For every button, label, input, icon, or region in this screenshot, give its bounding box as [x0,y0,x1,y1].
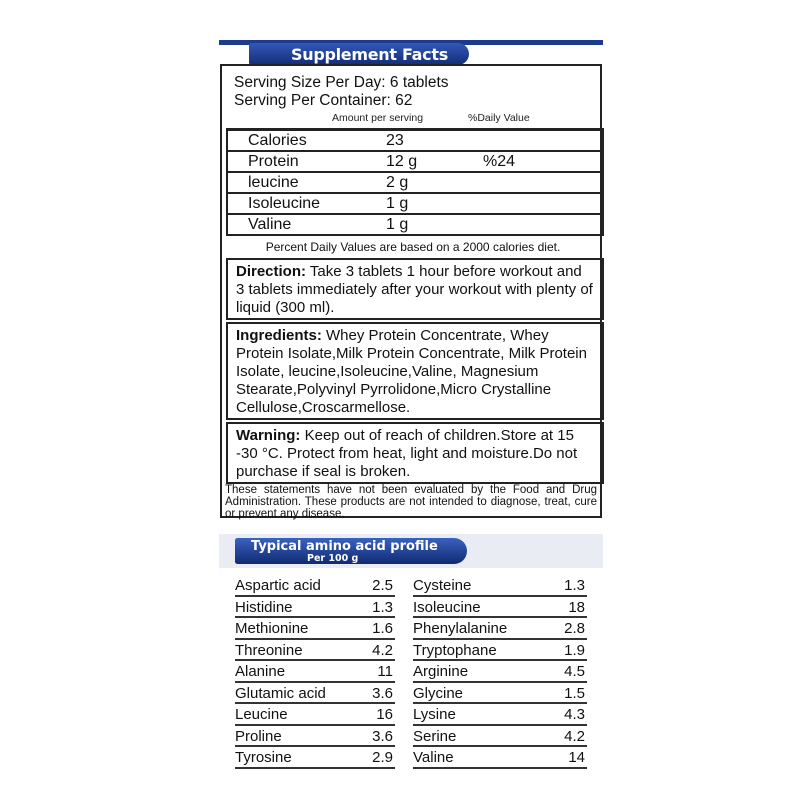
nutrient-amount: 12 g [386,153,418,170]
amino-value: 16 [376,706,393,723]
supplement-facts-title: Supplement Facts [291,45,448,64]
facts-panel [220,64,602,518]
amino-profile-header [219,534,603,568]
amino-name: Histidine [235,598,293,616]
nutrient-row-calories [226,128,604,152]
amino-value: 2.8 [564,620,585,637]
amino-row [235,704,395,726]
amino-value: 2.5 [372,577,393,594]
direction-label: Direction: [236,263,307,280]
amino-row [413,726,587,748]
servings-per-container: Serving Per Container: 62 [234,92,413,109]
nutrient-row-protein [226,152,604,173]
amino-row [413,704,587,726]
amino-row [235,640,395,662]
nutrient-amount: 2 g [386,174,409,191]
amino-name: Methionine [235,620,309,637]
amino-name: Proline [235,727,282,745]
amino-row [413,640,587,662]
serving-size: Serving Size Per Day: 6 tablets [234,74,449,91]
nutrient-amount: 1 g [386,195,409,212]
amino-name: Cysteine [413,577,472,594]
amino-name: Arginine [413,663,469,680]
amino-value: 1.6 [372,620,393,637]
amino-profile-title: Typical amino acid profile [251,539,438,554]
amino-row [235,575,395,597]
amino-row [413,618,587,640]
warning-section [226,422,604,484]
amino-value: 1.9 [564,641,585,659]
amino-name: Lysine [413,706,456,723]
amino-name: Tyrosine [235,749,292,766]
nutrient-name: leucine [248,174,299,191]
amino-name: Aspartic acid [235,577,321,594]
amino-value: 2.9 [372,749,393,766]
amino-row [235,618,395,640]
amino-value: 11 [377,663,393,680]
amino-name: Glutamic acid [235,684,326,702]
amino-row [235,683,395,705]
amino-row [413,747,587,769]
amino-name: Leucine [235,706,288,723]
ingredients-text: Whey Protein Concentrate, Whey Protein Isolate,Milk Protein Concentrate, Milk Protein Isolate, leucine,Isoleucine,Valine, Magnesium Stearate,Polyvinyl Pyrrolidone,Micro Crystalline Cellulose,Croscarmellose. [236,327,587,416]
nutrient-name: Valine [248,216,292,233]
amino-name: Phenylalanine [413,620,508,637]
daily-value-column-header: %Daily Value [468,112,530,124]
amino-value: 1.3 [564,577,585,594]
amino-name: Valine [413,749,454,766]
amino-value: 3.6 [372,727,393,745]
amino-value: 4.3 [564,706,585,723]
ingredients-label: Ingredients: [236,327,322,344]
amino-value: 3.6 [372,684,393,702]
nutrient-table [226,128,604,236]
amino-value: 1.5 [564,684,585,702]
nutrient-name: Calories [248,132,307,149]
nutrient-name: Isoleucine [248,195,321,212]
amino-name: Alanine [235,663,286,680]
amino-name: Threonine [235,641,303,659]
amino-name: Serine [413,727,457,745]
amino-value: 14 [568,749,585,766]
nutrient-dv: %24 [483,153,516,170]
nutrient-row-isoleucine [226,194,604,215]
amount-column-header: Amount per serving [332,112,424,124]
amino-value: 18 [568,598,585,616]
nutrient-name: Protein [248,153,299,170]
amino-row [235,661,395,683]
ingredients-section [226,322,604,420]
supplement-facts-header [219,40,603,66]
fda-disclaimer: These statements have not been evaluated by the Food and Drug Administration. These products are not intended to diagnose, treat, cure or prevent any disease. [225,484,597,520]
daily-value-footnote: Percent Daily Values are based on a 2000 calories diet. [265,240,561,254]
amino-value: 4.2 [372,641,393,659]
warning-text: Keep out of reach of children.Store at 15 -30 °C. Protect from heat, light and moisture.Do not purchase if seal is broken. [236,427,578,480]
amino-row [235,747,395,769]
amino-left-column [235,575,395,769]
amino-profile-subtitle: Per 100 g [307,553,359,564]
amino-name: Tryptophane [413,641,497,659]
amino-value: 4.2 [564,727,585,745]
direction-section [226,258,604,320]
amino-value: 1.3 [372,598,393,616]
amino-name: Isoleucine [413,598,481,616]
amino-value: 4.5 [564,663,585,680]
supplement-label [219,40,603,766]
amino-name: Glycine [413,684,464,702]
amino-row [235,726,395,748]
nutrient-amount: 1 g [386,216,409,233]
nutrient-row-leucine [226,173,604,194]
amino-row [413,683,587,705]
amino-row [413,661,587,683]
nutrient-amount: 23 [386,132,404,149]
amino-row [413,597,587,619]
amino-right-column [413,575,587,769]
amino-row [235,597,395,619]
warning-label: Warning: [236,427,301,444]
direction-text: Take 3 tablets 1 hour before workout and 3 tablets immediately after your workout with plenty of liquid (300 ml). [236,263,593,316]
amino-row [413,575,587,597]
nutrient-row-valine [226,215,604,236]
